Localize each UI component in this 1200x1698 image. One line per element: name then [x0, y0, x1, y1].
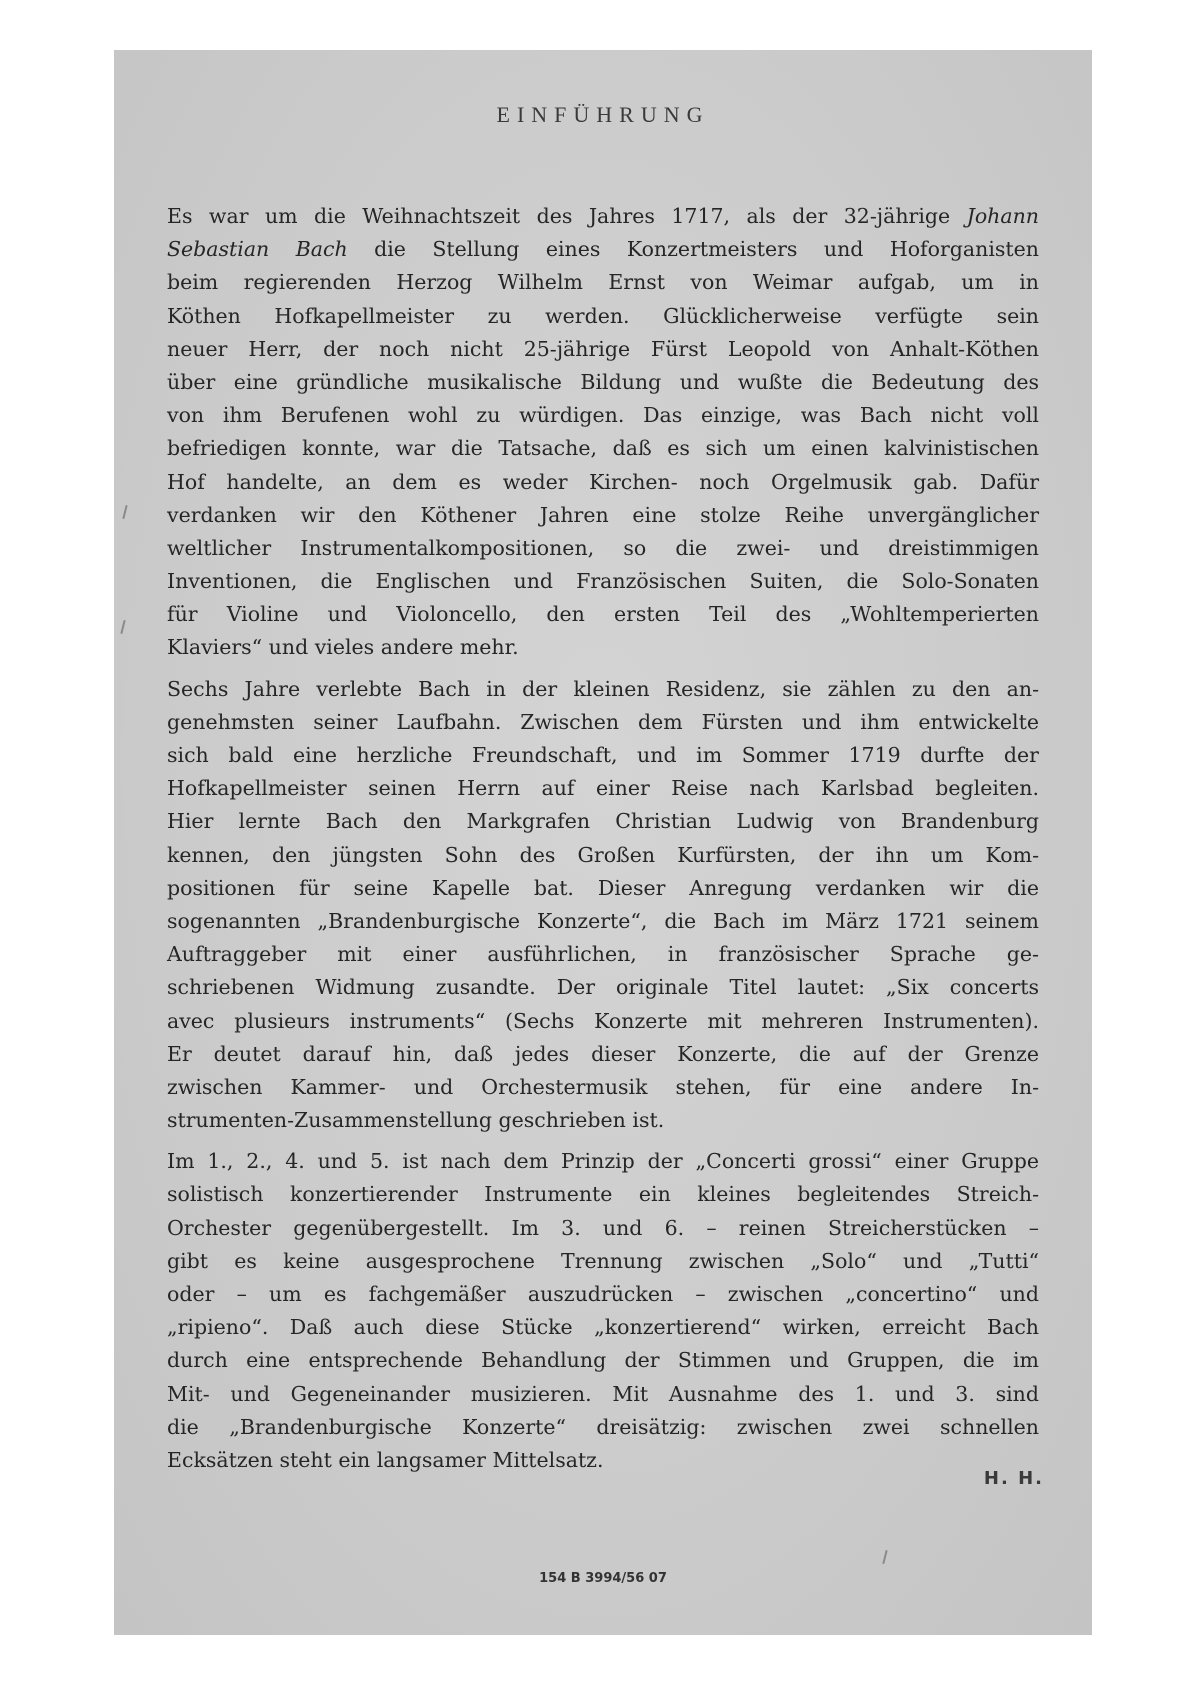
text-line — [167, 466, 1039, 499]
text-run: avec plusieurs instruments“ (Sechs Konzerte mit mehreren Instrumenten). — [167, 1008, 1039, 1033]
text-run: Köthen Hofkapellmeister zu werden. Glücklicherweise verfügte sein — [167, 303, 1039, 328]
text-line — [167, 1038, 1039, 1071]
text-line — [167, 1071, 1039, 1104]
text-line — [167, 233, 1039, 266]
text-run: zwischen Kammer- und Orchestermusik stehen, für eine andere In- — [167, 1074, 1039, 1099]
paragraph — [167, 200, 1039, 665]
text-line — [167, 1411, 1039, 1444]
text-run: von ihm Berufenen wohl zu würdigen. Das einzige, was Bach nicht voll — [167, 403, 1039, 428]
text-line — [167, 598, 1039, 631]
catalog-number: 154 B 3994/56 07 — [539, 1571, 667, 1586]
text-line — [167, 1178, 1039, 1211]
text-run: Im 1., 2., 4. und 5. ist nach dem Prinzip der „Concerti grossi“ einer Gruppe — [167, 1149, 1039, 1174]
paragraph — [167, 1145, 1039, 1477]
text-run: oder – um es fachgemäßer auszudrücken – zwischen „concertino“ und — [167, 1282, 1039, 1306]
text-line — [167, 1311, 1039, 1344]
text-run: Auftraggeber mit einer ausführlichen, in französischer Sprache ge- — [167, 942, 1039, 967]
text-run: verdanken wir den Köthener Jahren eine stolze Reihe unvergänglicher — [167, 502, 1039, 527]
text-line — [167, 938, 1039, 971]
text-line — [167, 1145, 1039, 1178]
italic-name: Sebastian Bach — [167, 237, 348, 262]
paragraph — [167, 673, 1039, 1138]
text-line — [167, 565, 1039, 598]
text-line — [167, 1005, 1039, 1038]
text-line — [167, 772, 1039, 805]
text-run: Orchester gegenübergestellt. Im 3. und 6. – reinen Streicherstücken – — [167, 1215, 1039, 1240]
text-run: Hofkapellmeister seinen Herrn auf einer Reise nach Karlsbad begleiten. — [167, 776, 1039, 801]
text-line — [167, 1378, 1039, 1411]
text-run: neuer Herr, der noch nicht 25-jährige Fürst Leopold von Anhalt-Köthen — [167, 336, 1039, 361]
text-run: die „Brandenburgische Konzerte“ dreisätzig: zwischen zwei schnellen — [167, 1414, 1039, 1439]
text-run: über eine gründliche musikalische Bildung und wußte die Bedeutung des — [167, 369, 1039, 394]
text-line — [167, 266, 1039, 299]
text-line — [167, 399, 1039, 432]
text-line — [167, 1212, 1039, 1245]
text-run: für Violine und Violoncello, den ersten Teil des „Wohltemperierten — [167, 602, 1039, 627]
text-line — [167, 432, 1039, 465]
text-line — [167, 1444, 1039, 1477]
text-run: gibt es keine ausgesprochene Trennung zwischen „Solo“ und „Tutti“ — [167, 1248, 1039, 1273]
text-line — [167, 805, 1039, 838]
text-line — [167, 706, 1039, 739]
text-run: sogenannten „Brandenburgische Konzerte“, die Bach im März 1721 seinem — [167, 908, 1039, 933]
text-run: Sechs Jahre verlebte Bach in der kleinen Residenz, sie zählen zu den an- — [167, 676, 1039, 701]
text-run: Hof handelte, an dem es weder Kirchen- noch Orgelmusik gab. Dafür — [167, 469, 1039, 494]
text-line — [167, 631, 1039, 664]
text-run: Hier lernte Bach den Markgrafen Christian Ludwig von Brandenburg — [167, 809, 1039, 834]
author-signature: H. H. — [983, 1468, 1044, 1489]
text-line — [167, 839, 1039, 872]
text-run: befriedigen konnte, war die Tatsache, daß es sich um einen kalvinistischen — [167, 436, 1039, 461]
text-line — [167, 1245, 1039, 1278]
text-run: die Stellung eines Konzertmeisters und Hoforganisten — [347, 237, 1039, 262]
page-heading: EINFÜHRUNG — [496, 102, 710, 127]
text-run: „ripieno“. Daß auch diese Stücke „konzertierend“ wirken, erreicht Bach — [167, 1315, 1039, 1340]
text-run: solistisch konzertierender Instrumente ein kleines begleitendes Streich- — [167, 1182, 1039, 1207]
text-run: kennen, den jüngsten Sohn des Großen Kurfürsten, der ihn um Kom- — [167, 842, 1039, 867]
text-line — [167, 872, 1039, 905]
paper-mark — [882, 1550, 887, 1564]
text-line — [167, 300, 1039, 333]
text-line — [167, 673, 1039, 706]
text-line — [167, 366, 1039, 399]
text-run: strumenten-Zusammenstellung geschrieben ist. — [167, 1108, 665, 1133]
text-line — [167, 971, 1039, 1004]
text-line — [167, 1344, 1039, 1377]
text-run: Es war um die Weihnachtszeit des Jahres 1717, als der 32-jährige — [167, 204, 967, 228]
text-run: Mit- und Gegeneinander musizieren. Mit Ausnahme des 1. und 3. sind — [167, 1381, 1039, 1406]
text-line — [167, 333, 1039, 366]
text-run: Er deutet darauf hin, daß jedes dieser Konzerte, die auf der Grenze — [167, 1041, 1039, 1066]
text-line — [167, 905, 1039, 938]
paper-mark — [122, 505, 127, 519]
paper-mark — [120, 620, 125, 634]
text-line — [167, 739, 1039, 772]
text-run: weltlicher Instrumentalkompositionen, so die zwei- und dreistimmigen — [167, 535, 1039, 560]
text-line — [167, 200, 1039, 233]
text-run: positionen für seine Kapelle bat. Dieser Anregung verdanken wir die — [167, 875, 1039, 900]
text-line — [167, 1104, 1039, 1137]
text-run: Ecksätzen steht ein langsamer Mittelsatz. — [167, 1447, 604, 1472]
italic-name: Johann — [966, 204, 1039, 228]
text-line — [167, 1278, 1039, 1311]
text-run: Klaviers“ und vieles andere mehr. — [167, 635, 519, 660]
text-run: genehmsten seiner Laufbahn. Zwischen dem Fürsten und ihm entwickelte — [167, 709, 1039, 734]
body-text — [167, 200, 1039, 1485]
document-page — [114, 50, 1092, 1635]
text-line — [167, 532, 1039, 565]
text-run: Inventionen, die Englischen und Französischen Suiten, die Solo-Sonaten — [167, 569, 1039, 594]
text-run: schriebenen Widmung zusandte. Der originale Titel lautet: „Six concerts — [167, 975, 1039, 1000]
text-run: sich bald eine herzliche Freundschaft, und im Sommer 1719 durfte der — [167, 743, 1039, 767]
text-run: durch eine entsprechende Behandlung der Stimmen und Gruppen, die im — [167, 1348, 1039, 1373]
text-run: beim regierenden Herzog Wilhelm Ernst von Weimar aufgab, um in — [167, 270, 1039, 295]
text-line — [167, 499, 1039, 532]
